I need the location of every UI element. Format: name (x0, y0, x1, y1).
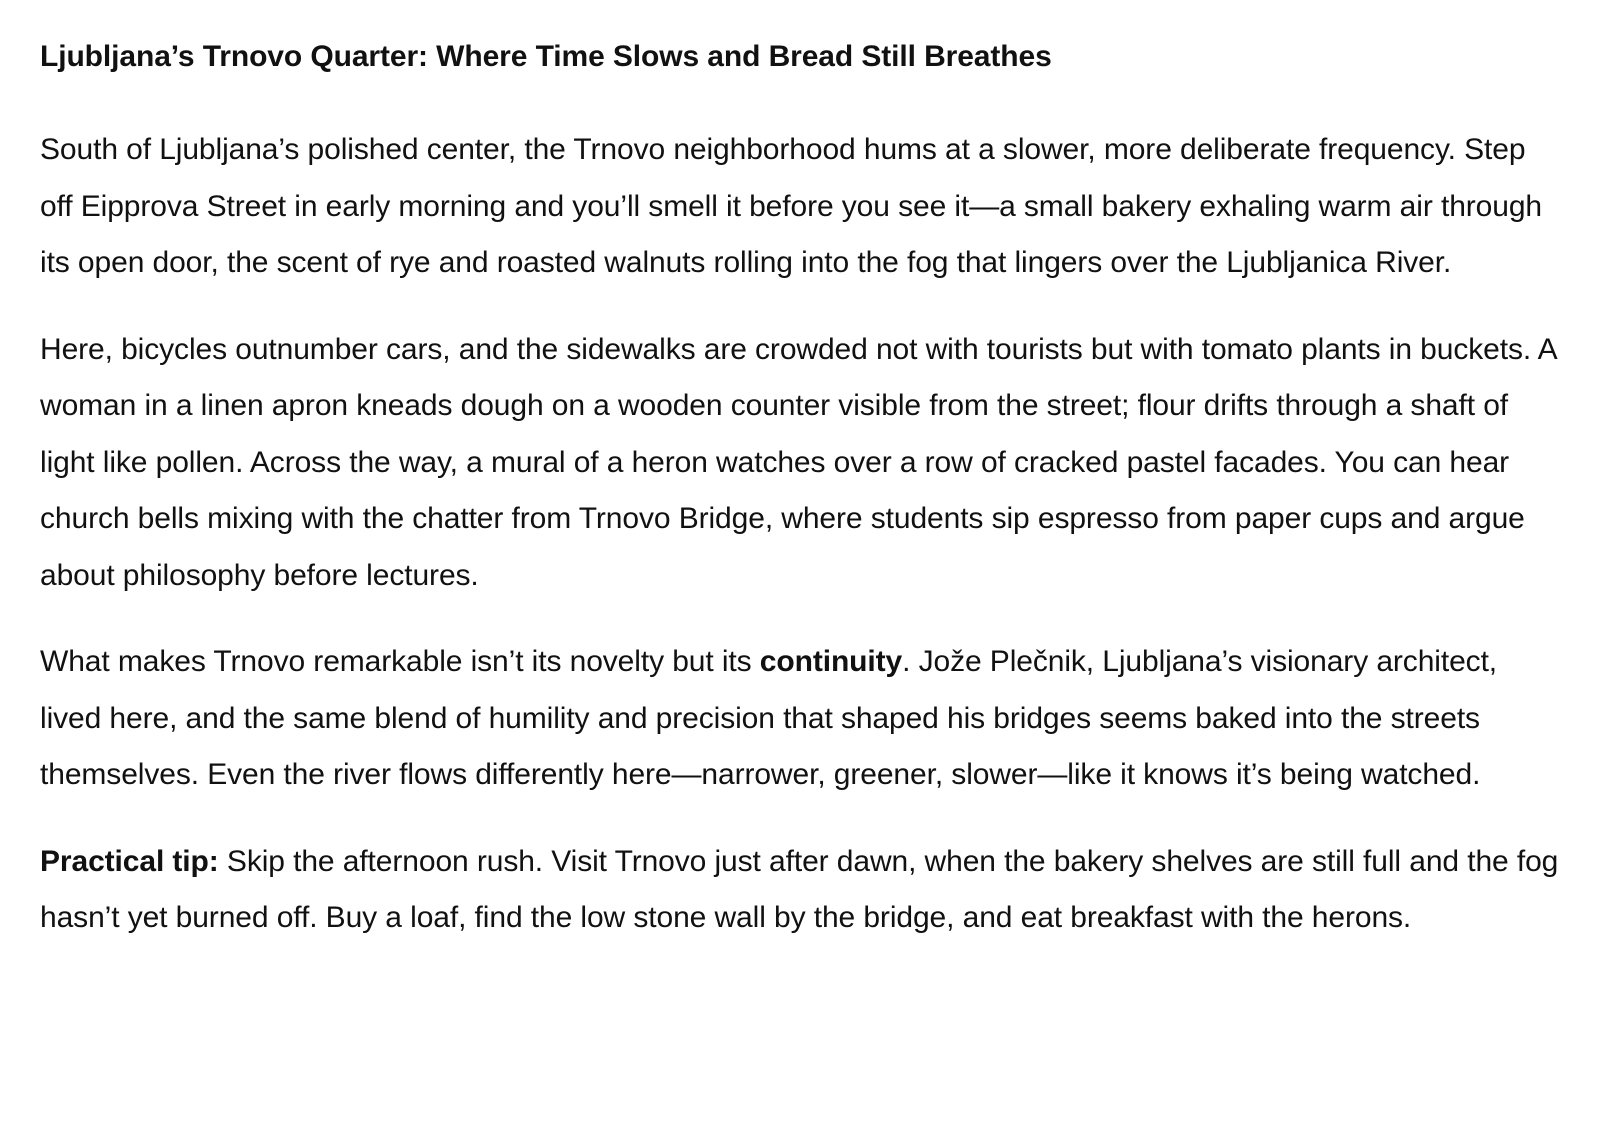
practical-tip (40, 834, 1565, 947)
continuity-emphasis: continuity (759, 645, 903, 678)
paragraph-intro: South of Ljubljana’s polished center, the Trnovo neighborhood hums at a slower, more deliberate frequency. Step off Eipprova Street in early morning and you’ll smell it before you see it—a small bakery exhaling warm air through its open door, the scent of rye and roasted walnuts rolling into the fog that lingers over the Ljubljanica River. (40, 133, 1543, 279)
paragraph-continuity-rest: . Jože Plečnik, Ljubljana’s visionary architect, lived here, and the same blend of humility and precision that shaped his bridges seems baked into the streets themselves. Even the river flows differently here—narrower, greener, slower—like it knows it’s being watched. (40, 645, 1498, 791)
paragraph-street-scene: Here, bicycles outnumber cars, and the sidewalks are crowded not with tourists but with tomato plants in buckets. A woman in a linen apron kneads dough on a wooden counter visible from the street; flour drifts through a shaft of light like pollen. Across the way, a mural of a heron watches over a row of cracked pastel facades. You can hear church bells mixing with the chatter from Trnovo Bridge, where students sip espresso from paper cups and argue about philosophy before lectures. (40, 332, 1556, 592)
article-title: Ljubljana’s Trnovo Quarter: Where Time Slows and Bread Still Breathes (40, 40, 1052, 73)
paragraph-continuity (40, 634, 1565, 804)
practical-tip-text: Skip the afternoon rush. Visit Trnovo just after dawn, when the bakery shelves are still full and the fog hasn’t yet burned off. Buy a loaf, find the low stone wall by the bridge, and eat breakfast with the herons. (40, 844, 1559, 934)
practical-tip-label: Practical tip: (40, 844, 219, 878)
paragraph-continuity-lead: What makes Trnovo remarkable isn’t its novelty but its (40, 645, 760, 678)
